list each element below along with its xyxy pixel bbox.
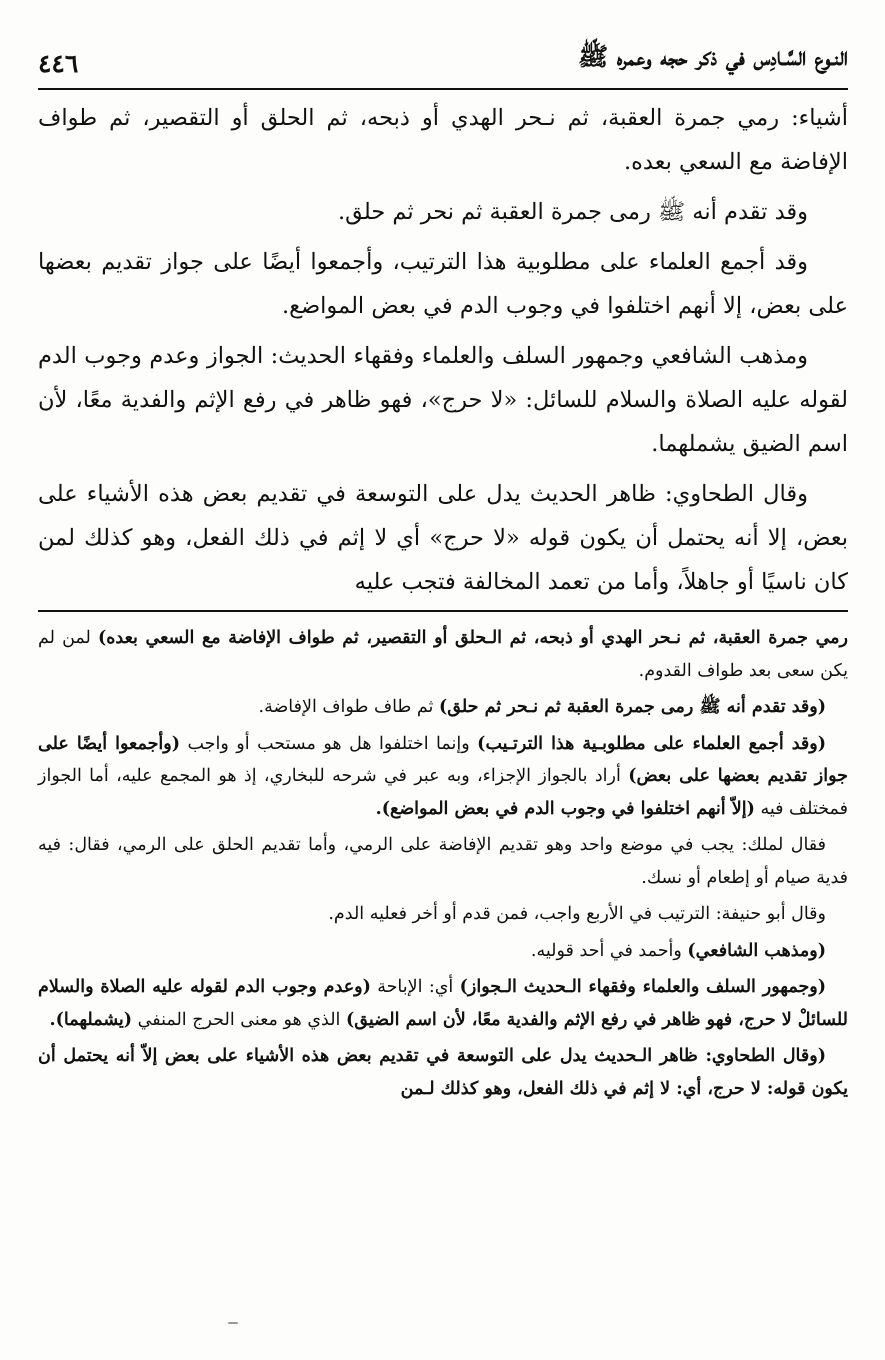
commentary-paragraph [38,691,848,724]
quoted-text: (وجمهور السلف والعلماء وفقهاء الـحديث الـجواز) [459,977,826,997]
commentary-text: وأحمد في أحد قوليه. [530,940,688,961]
main-paragraph: وقد أجمع العلماء على مطلوبية هذا الترتيب، وأجمعوا أيضًا على جواز تقديم بعضها على بعض، إلا أنهم اختلفوا في وجوب الدم في بعض المواضع. [38,249,848,319]
main-paragraph: وقال الطحاوي: ظاهر الحديث يدل على التوسعة في تقديم بعض هذه الأشياء على بعض، إلا أنه يحتمل أن يكون قوله «لا حرج» أي لا إثم في ذلك الفعل، وهو كذلك لمن كان ناسيًا أو جاهلاً، وأما من تعمد المخالفة فتجب عليه [38,481,848,595]
commentary-text: أي: الإباحة [370,977,460,997]
quoted-text: (وعدم وجوب الدم لقوله عليه الصلاة والسلام للسائلْ لا حرج، فهو ظاهر في رفع الإثم والفدية معًا، لأن اسم الضيق) [38,977,848,1030]
commentary-paragraph: وقال أبو حنيفة: الترتيب في الأربع واجب، فمن قدم أو أخر فعليه الدم. [328,904,826,924]
quoted-text: (وقد أجمع العلماء على مطلوبـية هذا الترتـيب) [477,733,826,754]
header-rule [38,88,848,90]
main-paragraph: وقد تقدم أنه ﷺ رمى جمرة العقبة ثم نحر ثم حلق. [337,199,808,225]
commentary-text: أراد بالجواز الإجزاء، وبه عبر في شرحه للبخاري، إذ هو المجمع عليه، أما الجواز فمختلف فيه [38,766,848,819]
quoted-text: (إلاّ أنهم اختلفوا في وجوب الدم في بعض المواضع). [375,798,755,819]
commentary-paragraph [38,1040,848,1105]
quoted-text: (وقد تقدم أنه ﷺ رمى جمرة العقبة ثم نـحر ثم حلق) [439,697,826,717]
main-text [38,96,848,604]
scan-mark [228,1322,238,1324]
page [38,28,848,1109]
main-paragraph: ومذهب الشافعي وجمهور السلف والعلماء وفقهاء الحديث: الجواز وعدم وجوب الدم لقوله عليه الصلاة والسلام للسائل: «لا حرج»، فهو ظاهر في رفع الإثم والفدية معًا، لأن اسم الضيق يشملهما. [38,343,848,457]
page-number: ٤٤٦ [38,49,79,78]
commentary-paragraph: فقال لملك: يجب في موضع واحد وهو تقديم الإفاضة على الرمي، وأما تقديم الحلق على الرمي، فقال: فيه فدية صيام أو إطعام أو نسك. [38,835,848,888]
quoted-text: رمي جمرة العقبة، ثم نـحر الهدي أو ذبحه، ثم الـحلق أو التقصير، ثم طواف الإفاضة مع السعي بعده) [97,628,849,648]
commentary-paragraph [38,622,848,687]
commentary-text: الذي هو معنى الحرج المنفي [132,1009,346,1030]
quoted-text: (وقال الطحاوي: ظاهر الـحديث يدل على التوسعة في تقديم بعض هذه الأشياء على بعض إلاّ أنه يحتمل أن يكون قوله: لا حرج، أي: لا إثم في ذلك الفعل، وهو كذلك لـمن [38,1046,848,1099]
commentary-text: ثم طاف طواف الإفاضة. [258,697,439,717]
running-title: النـوع السَّـادِس في ذكر حجه وعمره ﷺ [577,42,848,71]
commentary-paragraph [38,728,848,826]
quoted-text: (ومذهب الشافعي) [687,940,826,961]
commentary-separator [38,610,848,612]
commentary-paragraph [38,971,848,1036]
running-header [38,28,848,78]
commentary-text: وإنما اختلفوا هل هو مستحب أو واجب [179,733,478,754]
quoted-text: (يشملهما). [49,1009,133,1030]
quoted-text: (وأجمعوا أيضًا على جواز تقديم بعضها على بعض) [38,733,848,786]
commentary [38,622,848,1105]
commentary-text: لمن لم يكن سعى بعد طواف القدوم. [38,628,848,681]
main-paragraph: أشياء: رمي جمرة العقبة، ثم نـحر الهدي أو ذبحه، ثم الحلق أو التقصير، ثم طواف الإفاضة مع السعي بعده. [38,105,848,175]
commentary-paragraph [38,935,848,968]
